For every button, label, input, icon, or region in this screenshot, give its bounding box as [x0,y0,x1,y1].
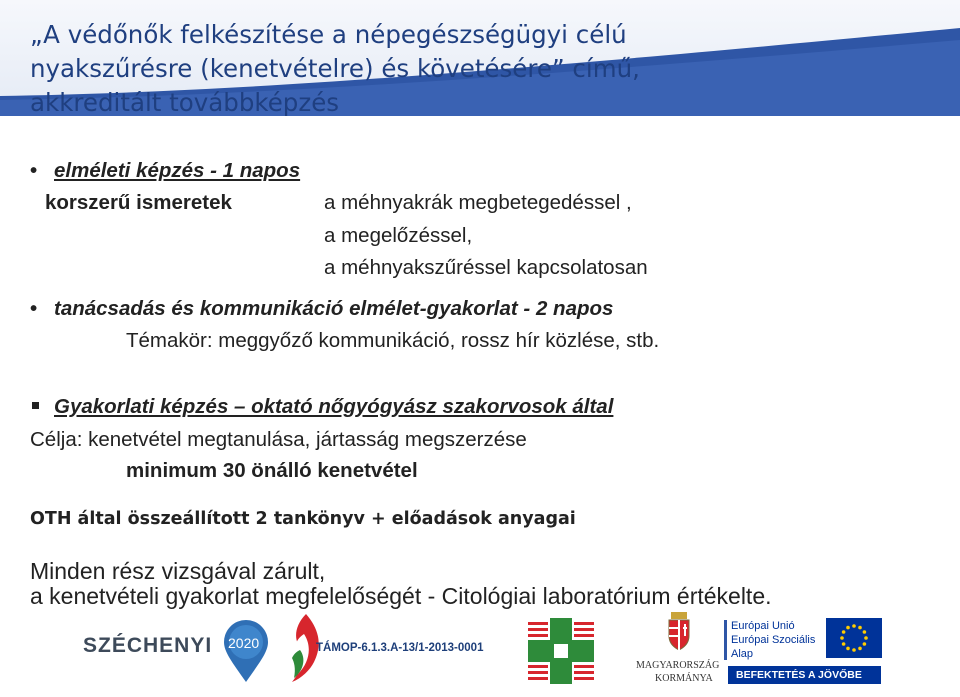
section2-heading: • tanácsadás és kommunikáció elmélet-gyakorlat - 2 napos [54,297,613,321]
section3-heading: Gyakorlati képzés – oktató nőgyógyász szakorvosok által [54,395,614,418]
closing-line-2: a kenetvételi gyakorlat megfelelőségét - Citológiai laboratórium értékelte. [30,583,772,609]
section3-goal: Célja: kenetvétel megtanulása, jártasság megszerzése [30,428,527,451]
mk-line-1: MAGYARORSZÁG [636,660,720,671]
eu-line-2: Európai Szociális [731,634,816,646]
title-line-2: nyakszűrésre (kenetvételre) és követésére” című, [30,54,640,83]
szechenyi-logo-text: SZÉCHENYI [83,634,213,657]
title-line-3: akkreditált továbbképzés [30,88,340,117]
tamop-code: TÁMOP-6.1.3.A-13/1-2013-0001 [316,642,484,654]
health-cross-icon [528,618,598,684]
square-bullet-icon [32,402,39,409]
eu-flag-icon [826,618,882,658]
logo-strip [0,604,960,697]
oth-line: OTH által összeállított 2 tankönyv + előadások anyagai [30,509,576,529]
closing-line-1: Minden rész vizsgával zárult, [30,558,326,584]
eu-line-3: Alap [731,648,754,660]
eu-line-1: Európai Unió [731,620,795,632]
szechenyi-2020-pin-icon [222,618,270,684]
title-line-1: „A védőnők felkészítése a népegészségügyi célú [30,20,627,49]
eu-slogan: BEFEKTETÉS A JÖVŐBE [736,669,862,681]
section3-minimum: minimum 30 önálló kenetvétel [126,459,418,482]
mk-line-2: KORMÁNYA [655,673,713,684]
page-title [30,18,930,120]
szechenyi-year: 2020 [228,635,260,651]
section2-topic: Témakör: meggyőző kommunikáció, rossz hír közlése, stb. [126,329,660,352]
coat-of-arms-icon [665,610,693,650]
eu-vertical-bar [724,620,727,660]
section1-item-3: a méhnyakszűréssel kapcsolatosan [324,256,648,279]
section1-heading: • elméleti képzés - 1 napos [54,159,300,183]
section1-label: korszerű ismeretek [45,191,232,214]
section1-item-2: a megelőzéssel, [324,224,473,247]
section1-item-1: a méhnyakrák megbetegedéssel , [324,191,632,214]
